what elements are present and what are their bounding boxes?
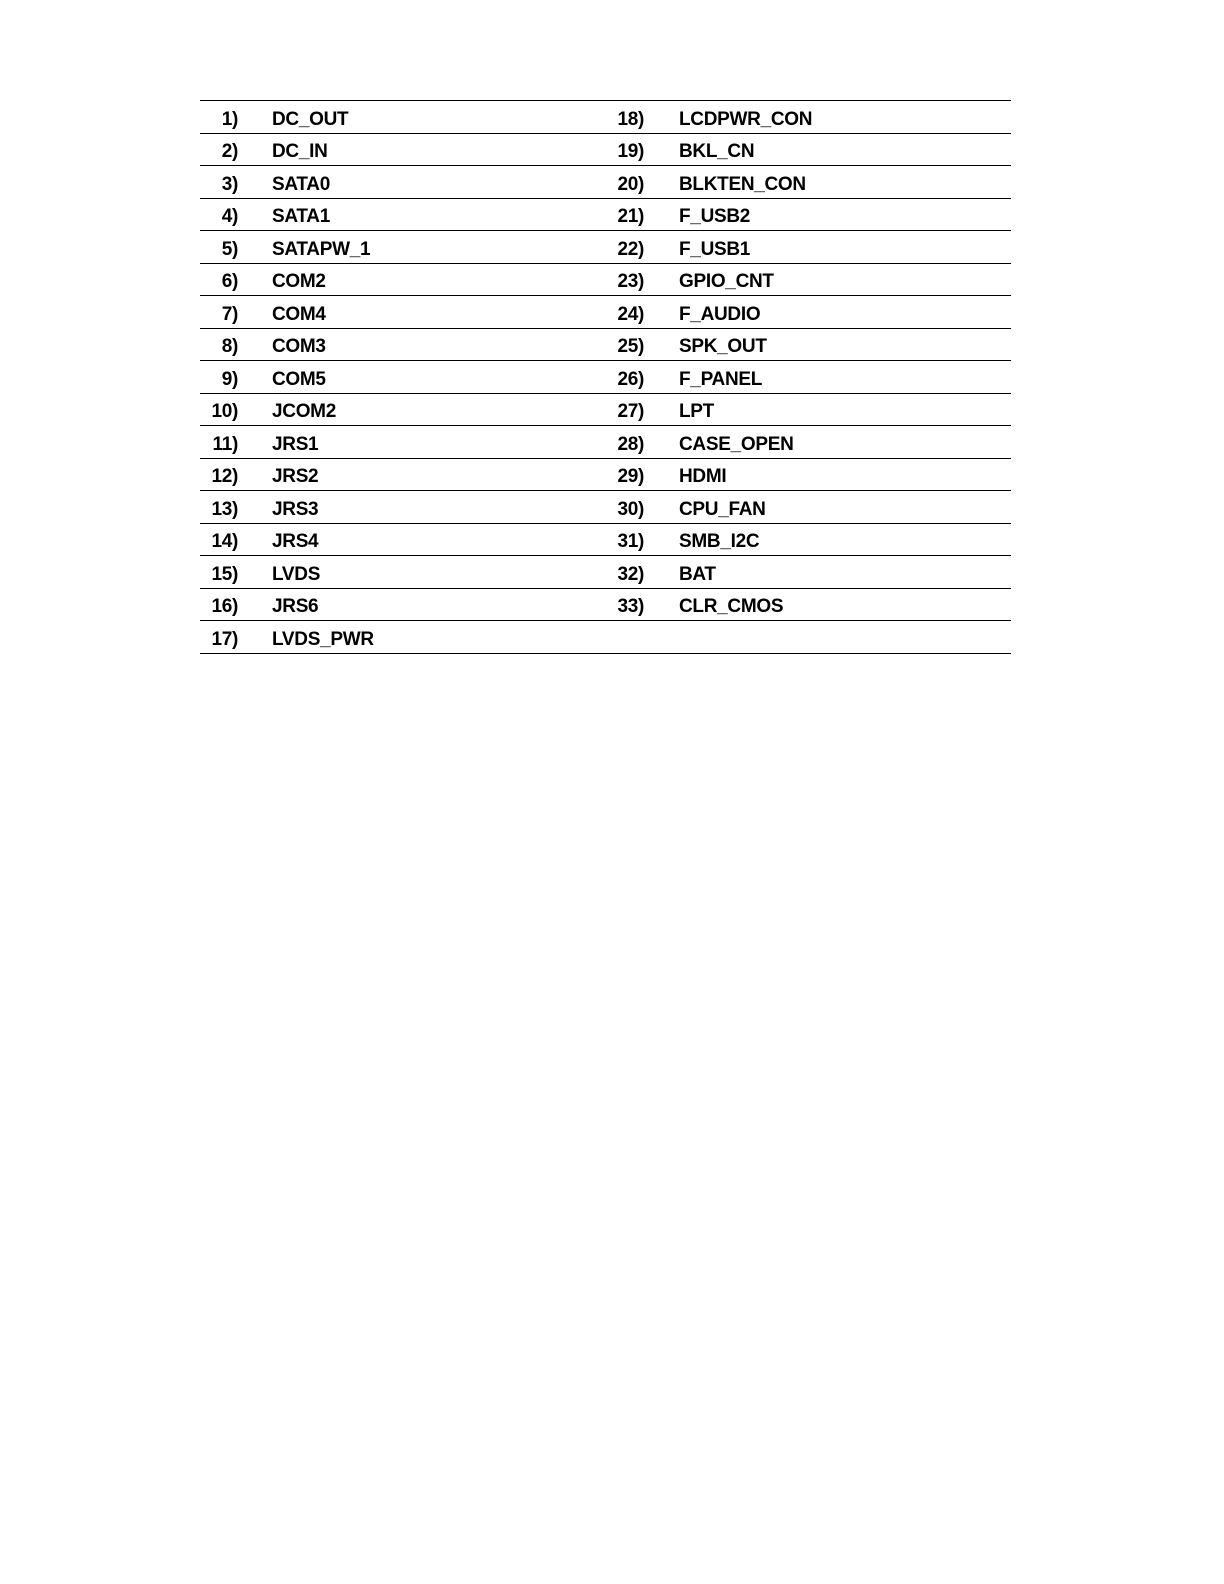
connector-name: BLKTEN_CON	[679, 166, 1011, 199]
connector-number: 32)	[607, 556, 644, 589]
connector-name: LCDPWR_CON	[679, 101, 1011, 134]
connector-name: DC_OUT	[272, 101, 607, 134]
table-row	[200, 263, 1011, 296]
connector-number: 13)	[200, 491, 238, 524]
connector-number: 18)	[607, 101, 644, 134]
table-row	[200, 588, 1011, 621]
empty-cell	[679, 621, 1011, 654]
connector-number: 8)	[200, 328, 238, 361]
connector-table	[200, 100, 1011, 654]
connector-number: 19)	[607, 133, 644, 166]
connector-number: 16)	[200, 588, 238, 621]
connector-number: 26)	[607, 361, 644, 394]
table-row	[200, 133, 1011, 166]
table-row	[200, 393, 1011, 426]
connector-number: 4)	[200, 198, 238, 231]
connector-name: COM2	[272, 263, 607, 296]
connector-name: F_PANEL	[679, 361, 1011, 394]
connector-number: 21)	[607, 198, 644, 231]
connector-name: LVDS	[272, 556, 607, 589]
connector-name: SMB_I2C	[679, 523, 1011, 556]
connector-name: JRS1	[272, 426, 607, 459]
connector-number: 1)	[200, 101, 238, 134]
connector-name: COM3	[272, 328, 607, 361]
connector-name: CASE_OPEN	[679, 426, 1011, 459]
connector-name: BAT	[679, 556, 1011, 589]
table-row	[200, 361, 1011, 394]
connector-name: CPU_FAN	[679, 491, 1011, 524]
connector-name: SPK_OUT	[679, 328, 1011, 361]
table-row	[200, 166, 1011, 199]
connector-number: 25)	[607, 328, 644, 361]
connector-name: COM4	[272, 296, 607, 329]
connector-number: 30)	[607, 491, 644, 524]
connector-number: 20)	[607, 166, 644, 199]
connector-name: F_AUDIO	[679, 296, 1011, 329]
connector-number: 9)	[200, 361, 238, 394]
connector-number: 33)	[607, 588, 644, 621]
connector-number: 17)	[200, 621, 238, 654]
table-row	[200, 458, 1011, 491]
table-row	[200, 523, 1011, 556]
connector-name: COM5	[272, 361, 607, 394]
connector-number: 6)	[200, 263, 238, 296]
connector-number: 23)	[607, 263, 644, 296]
connector-number: 22)	[607, 231, 644, 264]
connector-number: 3)	[200, 166, 238, 199]
connector-name: SATA0	[272, 166, 607, 199]
connector-number: 31)	[607, 523, 644, 556]
table-row	[200, 296, 1011, 329]
connector-number: 10)	[200, 393, 238, 426]
table-row	[200, 231, 1011, 264]
connector-name: CLR_CMOS	[679, 588, 1011, 621]
connector-name: BKL_CN	[679, 133, 1011, 166]
connector-number: 14)	[200, 523, 238, 556]
table-row	[200, 491, 1011, 524]
connector-name: SATA1	[272, 198, 607, 231]
table-row	[200, 556, 1011, 589]
connector-number: 5)	[200, 231, 238, 264]
table-row	[200, 426, 1011, 459]
connector-name: DC_IN	[272, 133, 607, 166]
table-row	[200, 328, 1011, 361]
connector-name: JRS3	[272, 491, 607, 524]
connector-name: SATAPW_1	[272, 231, 607, 264]
table-row	[200, 621, 1011, 654]
connector-number: 12)	[200, 458, 238, 491]
connector-name: LVDS_PWR	[272, 621, 607, 654]
connector-name: JRS2	[272, 458, 607, 491]
connector-name: JCOM2	[272, 393, 607, 426]
connector-name: F_USB2	[679, 198, 1011, 231]
connector-list-page	[200, 100, 1011, 654]
connector-number: 2)	[200, 133, 238, 166]
connector-name: GPIO_CNT	[679, 263, 1011, 296]
connector-name: LPT	[679, 393, 1011, 426]
connector-number: 29)	[607, 458, 644, 491]
connector-number: 27)	[607, 393, 644, 426]
connector-number: 15)	[200, 556, 238, 589]
connector-name: HDMI	[679, 458, 1011, 491]
connector-number: 28)	[607, 426, 644, 459]
table-row	[200, 101, 1011, 134]
connector-number: 11)	[200, 426, 238, 459]
connector-number: 7)	[200, 296, 238, 329]
connector-name: F_USB1	[679, 231, 1011, 264]
connector-name: JRS4	[272, 523, 607, 556]
table-row	[200, 198, 1011, 231]
empty-cell	[607, 621, 644, 654]
connector-number: 24)	[607, 296, 644, 329]
connector-name: JRS6	[272, 588, 607, 621]
